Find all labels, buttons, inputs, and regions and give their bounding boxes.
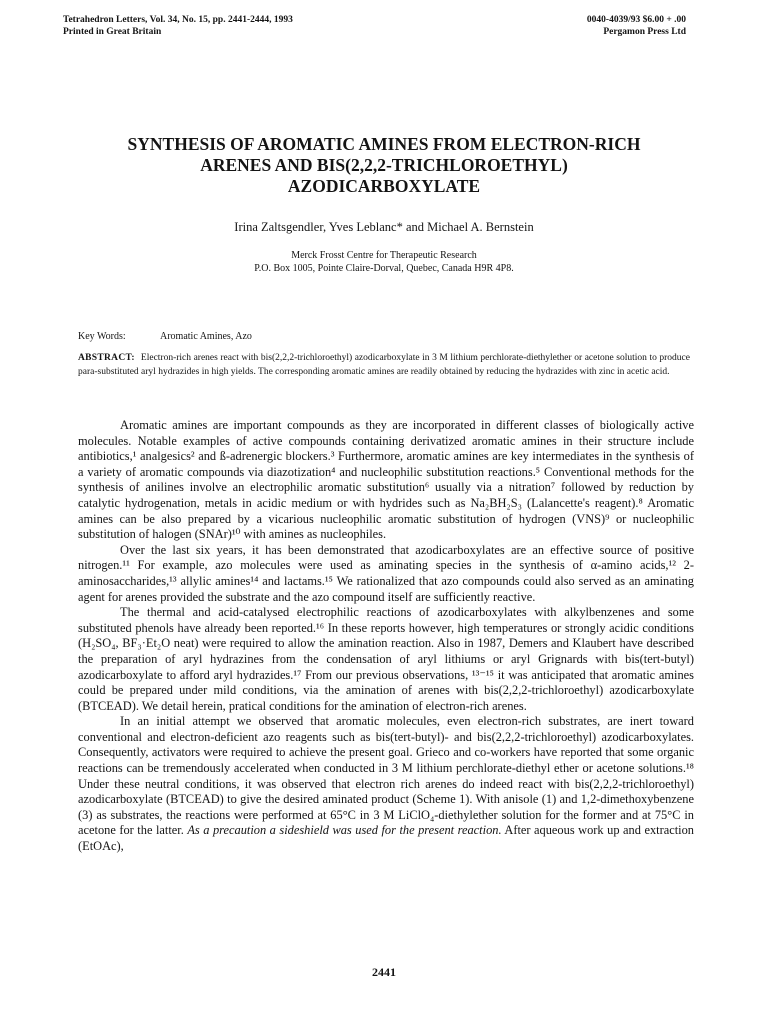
keywords [78, 331, 252, 342]
publisher-name: Pergamon Press Ltd [603, 27, 686, 37]
abstract-text: Electron-rich arenes react with bis(2,2,2-trichloroethyl) azodicarboxylate in 3 M lithium perchlorate-diethylether or acetone solution to produce para-substituted aryl hydrazides in high yields. The corresponding aromatic amines are readily obtained by reducing the hydrazides with zinc in acetic acid. [78, 353, 690, 377]
journal-header [63, 14, 293, 38]
paragraph-4-end: After aqueous work up and extraction (EtOAc), [78, 823, 694, 854]
keywords-value: Aromatic Amines, Azo [160, 331, 252, 342]
abstract-label: ABSTRACT: [78, 353, 135, 363]
printed-in: Printed in Great Britain [63, 27, 162, 37]
publisher-header [587, 14, 686, 38]
paragraph-4 [78, 714, 694, 854]
abstract [78, 352, 690, 379]
paragraph-1: Aromatic amines are important compounds as they are incorporated in different classes of biologically active molecules. Notable examples of active compounds containing derivatized aromatic amines in their structure include antibiotics,¹ analgesics² and ß-adrenergic blockers.³ Furthermore, aromatic amines are key intermediates in the synthesis of a variety of aromatic compounds via diazotization⁴ and nucleophilic substitution reactions.⁵ Conventional methods for the synthesis of anilines involve an electrophilic aromatic substitution⁶ usually via a nitration⁷ followed by reduction by catalytic hydrogenation, metals in acidic medium or with hydrides such as Na₂BH₂S₃ (Lalancette's reagent).⁸ Aromatic amines can be also prepared by a vicarious nucleophilic aromatic substitution of hydrogen (VNS)⁹ or nucleophilic substitution of halogen (SNAr)¹⁰ with amines as nucleophiles. [78, 418, 694, 542]
issn-price: 0040-4039/93 $6.00 + .00 [586, 15, 686, 25]
journal-citation: Tetrahedron Letters, Vol. 34, No. 15, pp. 2441-2444, 1993 [63, 15, 293, 25]
page-number: 2441 [372, 965, 396, 979]
title-line-3: AZODICARBOXYLATE [287, 176, 481, 196]
affiliation [0, 249, 768, 275]
author-list: Irina Zaltsgendler, Yves Leblanc* and Michael A. Bernstein [234, 220, 534, 234]
paragraph-3: The thermal and acid-catalysed electrophilic reactions of azodicarboxylates with alkylbenzenes and some substituted phenols have already been reported.¹⁶ In these reports however, high temperatures or strongly acidic conditions (H₂SO₄, BF₃·Et₂O neat) were required to allow the amination reaction. Also in 1987, Demers and Klaubert have described the preparation of aryl hydrazines from the condensation of aryl lithiums or aryl Grignards with bis(tert-butyl) azodicarboxylate to afford aryl hydrazides.¹⁷ From our previous observations, ¹³⁻¹⁵ it was anticipated that aromatic amines could be prepared under mild conditions, via the amination of arenes with bis(2,2,2-trichloroethyl) azodicarboxylate (BTCEAD). We detail herein, pratical conditions for the amination of electron-rich arenes. [78, 605, 694, 713]
paragraph-4-main: In an initial attempt we observed that aromatic molecules, even electron-rich substrates, are inert toward conventional and electron-deficient azo reagents such as bis(tert-butyl)- and bis(2,2,2-trichloroethyl) azodicarboxylates. Consequently, activators were required to achieve the present goal. Grieco and co-workers have reported that some organic reactions can be tremendously accelerated when conducted in 3 M lithium perchlorate-diethyl ether or acetone solutions.¹⁸ Under these neutral conditions, it was observed that electron rich arenes do indeed react with bis(2,2,2-trichloroethyl) azodicarboxylate (BTCEAD) to give the desired aminated product (Scheme 1). With anisole (1) and 1,2-dimethoxybenzene (3) as substrates, the reactions were performed at 65°C in 3 M LiClO₄-diethylether solution for the former and at 75°C in acetone for the latter. [78, 714, 694, 838]
paragraph-4-italic: As a precaution a sideshield was used for the present reaction. [187, 823, 502, 838]
title-line-2: ARENES AND BIS(2,2,2-TRICHLOROETHYL) [200, 155, 568, 175]
affiliation-line-2: P.O. Box 1005, Pointe Claire-Dorval, Quebec, Canada H9R 4P8. [254, 263, 514, 274]
paragraph-2: Over the last six years, it has been demonstrated that azodicarboxylates are an effective source of positive nitrogen.¹¹ For example, azo molecules were used as aminating species in the synthesis of α-amino acids,¹² 2-aminosaccharides,¹³ allylic amines¹⁴ and lactams.¹⁵ We rationalized that azo compounds could also served as an aminating agent for arenes provided the substrate and the azo compound itself are sufficiently reactive. [78, 542, 694, 604]
title-line-1: SYNTHESIS OF AROMATIC AMINES FROM ELECTRON-RICH [127, 134, 641, 154]
body-text [78, 418, 694, 855]
affiliation-line-1: Merck Frosst Centre for Therapeutic Research [291, 250, 477, 261]
paper-title [60, 134, 708, 197]
keywords-label: Key Words: [78, 331, 126, 342]
